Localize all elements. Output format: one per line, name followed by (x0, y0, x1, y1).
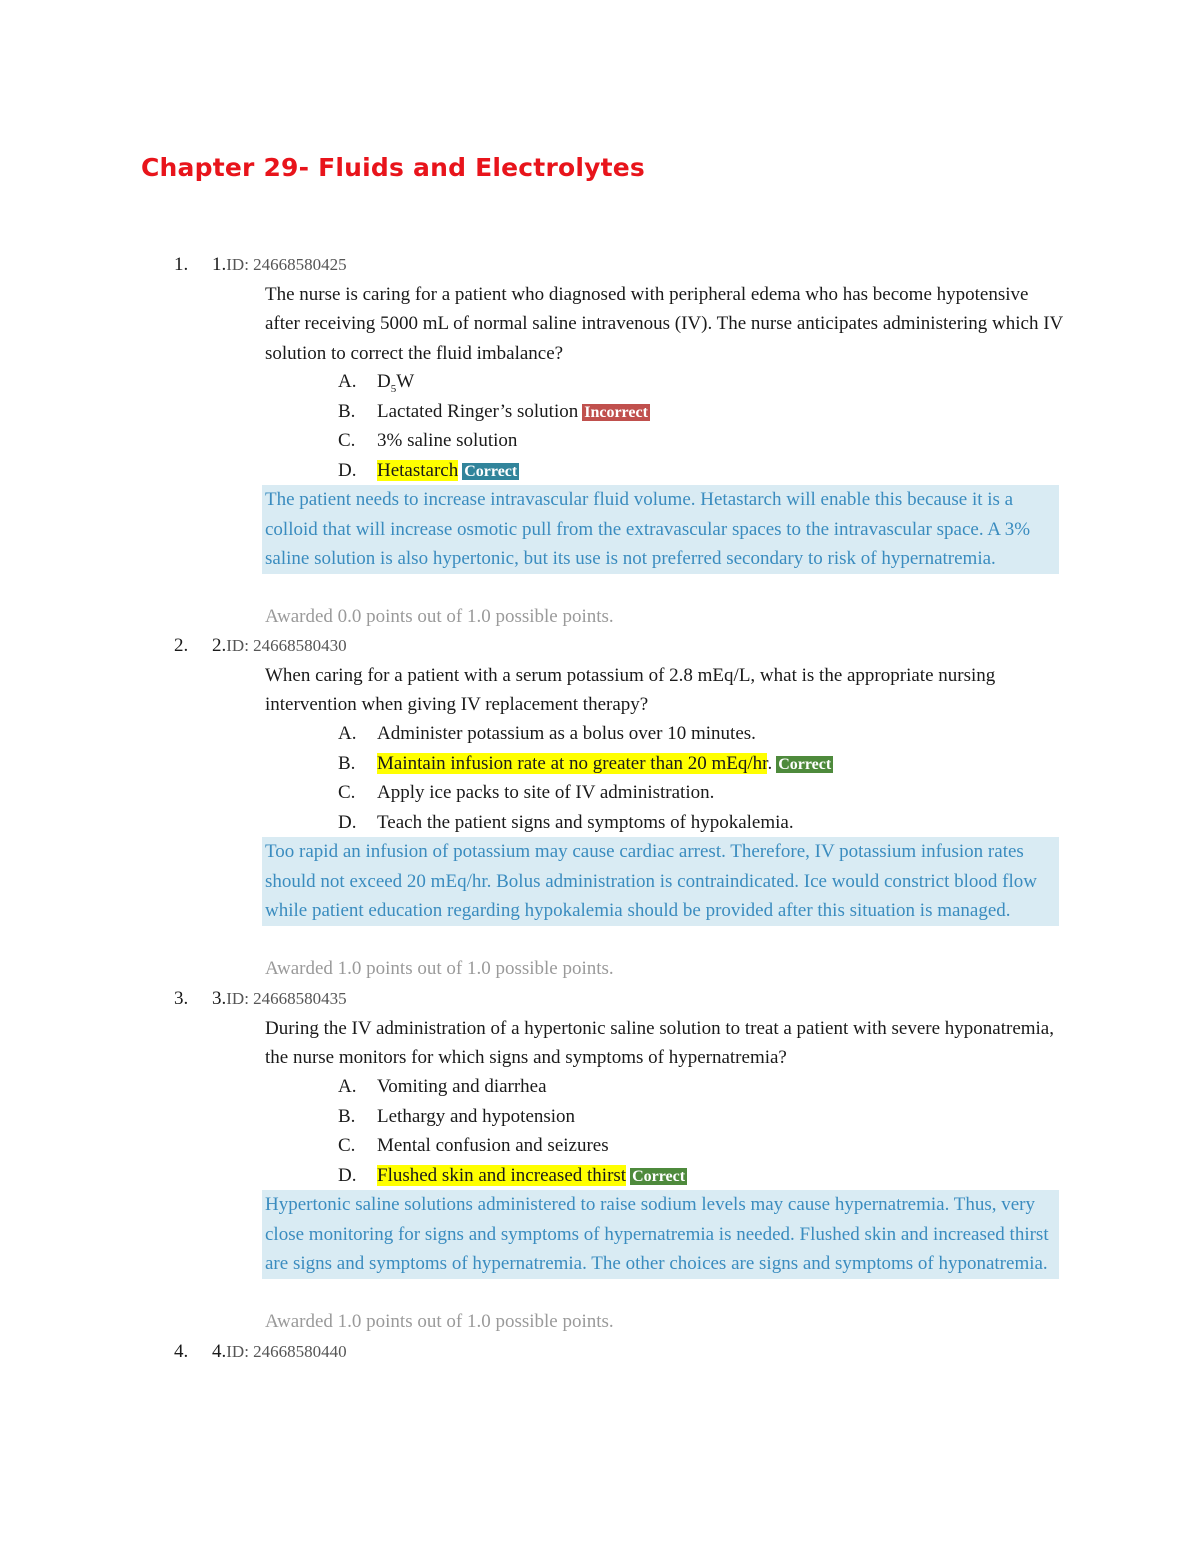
option-letter: D. (338, 811, 357, 833)
option-text: Apply ice packs to site of IV administration. (377, 782, 715, 803)
options-list (0, 367, 1200, 485)
feedback-box: Hypertonic saline solutions administered to raise sodium levels may cause hypernatremia. Thus, very close monitoring for signs and symptoms of hypernatremia is needed. Flushed skin and increased thirst are signs and symptoms of hypernatremia. The other choices are signs and symptoms of hyponatremia. (262, 1190, 1059, 1279)
option-text-main: D (377, 371, 391, 392)
option-text: Vomiting and diarrhea (377, 1076, 547, 1097)
correct-badge: Correct (632, 1167, 686, 1185)
option-a (0, 1072, 1200, 1102)
option-d (0, 1161, 1200, 1191)
question-id-label: ID: 24668580425 (226, 255, 347, 274)
option-text-after: W (396, 371, 415, 392)
option-d (0, 456, 1200, 486)
question-number: 4. (174, 1341, 189, 1362)
awarded-points: Awarded 1.0 points out of 1.0 possible points. (265, 958, 614, 979)
question-id (212, 1337, 347, 1367)
correct-badge: Correct (464, 462, 518, 480)
option-b (0, 1102, 1200, 1132)
option-letter: B. (338, 752, 356, 774)
option-text-subscript: 5 (390, 382, 397, 395)
question-id-prefix: 1. (212, 254, 227, 275)
option-text: Mental confusion and seizures (377, 1135, 609, 1156)
question-id-label: ID: 24668580440 (226, 1342, 347, 1361)
option-d (0, 808, 1200, 838)
question-id (212, 984, 347, 1014)
question-id (212, 250, 347, 280)
question-id (212, 631, 347, 661)
option-text (377, 749, 833, 780)
option-text (377, 1161, 687, 1192)
option-b (0, 397, 1200, 427)
option-letter: C. (338, 430, 356, 451)
awarded-points: Awarded 0.0 points out of 1.0 possible points. (265, 606, 614, 627)
option-c (0, 426, 1200, 456)
option-c (0, 778, 1200, 808)
question-text: During the IV administration of a hypertonic saline solution to treat a patient with severe hyponatremia, the nurse monitors for which signs and symptoms of hypernatremia? (265, 1017, 1054, 1068)
option-letter: A. (338, 371, 357, 392)
question-id-label: ID: 24668580435 (226, 989, 347, 1008)
option-letter: D. (338, 459, 357, 481)
question-number: 2. (174, 635, 189, 656)
option-text: 3% saline solution (377, 430, 518, 451)
question-id-prefix: 3. (212, 988, 227, 1009)
option-letter: B. (338, 1105, 356, 1127)
option-text-highlighted: Maintain infusion rate at no greater than 20 mEq/hr (377, 752, 768, 774)
option-letter: D. (338, 1164, 357, 1186)
option-text-highlighted: Flushed skin and increased thirst (377, 1164, 627, 1186)
option-text (377, 397, 650, 428)
feedback-box: The patient needs to increase intravascular fluid volume. Hetastarch will enable this because it is a colloid that will increase osmotic pull from the extravascular spaces to the intravascular space. A 3% saline solution is also hypertonic, but its use is not preferred secondary to risk of hypernatremia. (262, 485, 1059, 574)
option-letter: C. (338, 1135, 356, 1156)
question-text: When caring for a patient with a serum potassium of 2.8 mEq/L, what is the appropriate nursing intervention when giving IV replacement therapy? (265, 664, 996, 715)
option-text: Lethargy and hypotension (377, 1105, 576, 1127)
question-text: The nurse is caring for a patient who diagnosed with peripheral edema who has become hypotensive after receiving 5000 mL of normal saline intravenous (IV). The nurse anticipates administering which IV solution to correct the fluid imbalance? (265, 283, 1063, 364)
option-letter: A. (338, 723, 357, 744)
question-number: 3. (174, 988, 189, 1009)
option-c (0, 1131, 1200, 1161)
option-text: Teach the patient signs and symptoms of hypokalemia. (377, 811, 794, 833)
question-id-prefix: 2. (212, 635, 227, 656)
option-text-highlighted: Hetastarch (377, 459, 459, 481)
option-text: Administer potassium as a bolus over 10 minutes. (377, 723, 756, 744)
incorrect-badge: Incorrect (584, 403, 648, 421)
option-text-after: . (767, 752, 773, 774)
option-b (0, 749, 1200, 779)
feedback-box: Too rapid an infusion of potassium may cause cardiac arrest. Therefore, IV potassium infusion rates should not exceed 20 mEq/hr. Bolus administration is contraindicated. Ice would constrict blood flow while patient education regarding hypokalemia should be provided after this situation is managed. (262, 837, 1059, 926)
page-title: Chapter 29- Fluids and Electrolytes (141, 153, 646, 182)
question-id-label: ID: 24668580430 (226, 636, 347, 655)
option-text (377, 456, 519, 487)
question-number: 1. (174, 254, 189, 275)
option-a (0, 367, 1200, 397)
options-list (0, 719, 1200, 837)
option-text-main: Lactated Ringer’s solution (377, 400, 579, 422)
awarded-points: Awarded 1.0 points out of 1.0 possible points. (265, 1311, 614, 1332)
options-list (0, 1072, 1200, 1190)
option-letter: A. (338, 1076, 357, 1097)
question-id-prefix: 4. (212, 1341, 227, 1362)
option-a (0, 719, 1200, 749)
option-letter: C. (338, 782, 356, 803)
correct-badge: Correct (778, 755, 832, 773)
option-letter: B. (338, 400, 356, 422)
